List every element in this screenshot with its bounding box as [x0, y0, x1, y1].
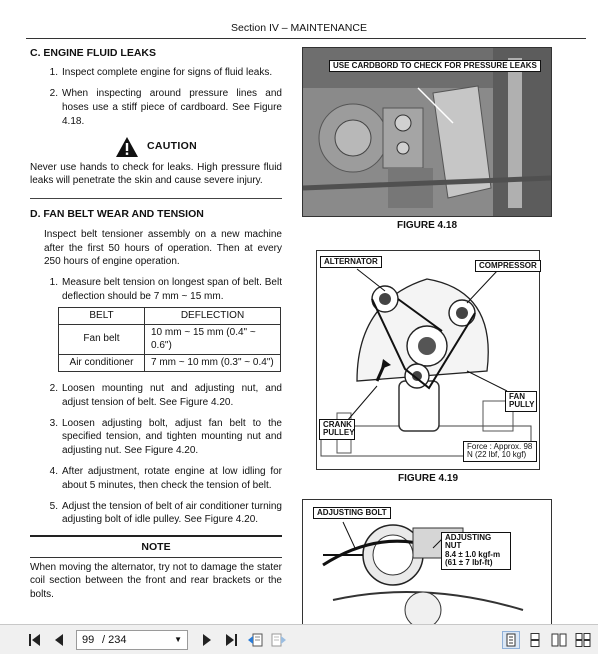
caution-label: CAUTION: [147, 140, 197, 153]
step-text: Loosen mounting nut and adjusting nut, and adjust tension of belt. See Figure 4.20.: [62, 382, 282, 408]
caution-text: Never use hands to check for leaks. High pressure fluid leaks will penetrate the skin and cause severe injury.: [30, 161, 282, 187]
table-cell: 10 mm ~ 15 mm (0.4" ~ 0.6"): [145, 324, 281, 355]
engine-photo: [303, 48, 551, 216]
facing-pages-icon: [551, 633, 567, 647]
warning-icon: [115, 136, 139, 158]
step-number: 4.: [49, 465, 58, 477]
step-text: Loosen adjusting bolt, adjust fan belt to the specified tension, and tighten mounting nut and adjusting nut. See Figure 4.20.: [62, 417, 282, 457]
left-column: [30, 46, 282, 602]
next-view-button[interactable]: [270, 631, 288, 649]
step-number: 3.: [49, 417, 58, 429]
step-text: Measure belt tension on longest span of belt. Belt deflection should be 7 mm ~ 15 mm.: [62, 277, 282, 302]
fan-pulley-label: FAN PULLY: [505, 391, 537, 412]
prev-page-button[interactable]: [50, 631, 68, 649]
next-view-icon: [271, 632, 287, 648]
list-item: [30, 66, 282, 80]
crank-pulley-label: CRANK PULLEY: [319, 419, 355, 440]
figure-4-19-caption: FIGURE 4.19: [397, 473, 459, 484]
continuous-view-button[interactable]: [526, 631, 544, 649]
cardboard-callout: USE CARDBORD TO CHECK FOR PRESSURE LEAKS: [329, 60, 541, 72]
list-item: [30, 276, 282, 304]
caution-banner: [30, 136, 282, 158]
single-page-icon: [504, 633, 518, 647]
force-label: Force : Approx. 98 N (22 lbf, 10 kgf): [463, 441, 537, 462]
step-number: 1.: [49, 277, 58, 289]
table-header: BELT: [59, 307, 145, 324]
next-page-button[interactable]: [198, 631, 216, 649]
note-divider: [30, 535, 282, 537]
step-text: Inspect complete engine for signs of fluid leaks.: [62, 67, 273, 79]
step-number: 2.: [49, 382, 58, 394]
previous-view-button[interactable]: [246, 631, 264, 649]
step-number: 2.: [49, 88, 58, 100]
last-page-icon: [224, 633, 238, 647]
nut-torque-spec: 8.4 ± 1.0 kgf-m: [445, 549, 501, 559]
figure-4-18-caption: FIGURE 4.18: [396, 220, 458, 231]
facing-view-button[interactable]: [550, 631, 568, 649]
section-c-heading: C. ENGINE FLUID LEAKS: [30, 47, 157, 59]
last-page-button[interactable]: [222, 631, 240, 649]
belt-deflection-table: [58, 307, 281, 372]
table-row: [59, 324, 281, 355]
note-box: [30, 535, 282, 602]
table-cell: 7 mm ~ 10 mm (0.3" ~ 0.4"): [145, 355, 281, 372]
adjusting-nut-title: ADJUSTING NUT: [445, 533, 492, 551]
step-number: 5.: [49, 500, 58, 512]
figure-4-20-diagram: [302, 499, 552, 624]
note-label: NOTE: [141, 541, 171, 554]
prev-page-icon: [52, 633, 66, 647]
continuous-facing-icon: [575, 633, 591, 647]
viewer-toolbar: [0, 624, 598, 654]
alternator-label: ALTERNATOR: [320, 256, 382, 268]
list-item: [30, 500, 282, 528]
chevron-down-icon: ▼: [174, 635, 182, 644]
first-page-icon: [28, 633, 42, 647]
figure-4-19-diagram: [316, 250, 540, 470]
total-pages: / 234: [102, 633, 127, 646]
page-number-input[interactable]: [76, 630, 188, 650]
list-item: [30, 87, 282, 128]
step-text: Adjust the tension of belt of air conditioner turning adjusting bolt of idle pulley. See Figure 4.20.: [62, 500, 282, 526]
next-page-icon: [200, 633, 214, 647]
single-page-view-button[interactable]: [502, 631, 520, 649]
note-divider: [30, 557, 282, 558]
continuous-page-icon: [528, 633, 542, 647]
section-d-intro: Inspect belt tensioner assembly on a new machine after the first 50 hours of operation. Then at every 250 hours of engine operation.: [44, 228, 282, 268]
table-header: DEFLECTION: [145, 307, 281, 324]
adjusting-bolt-label: ADJUSTING BOLT: [313, 507, 391, 519]
note-text: When moving the alternator, try not to damage the stater coil section between the front and rear brackets or the bolts.: [30, 561, 282, 601]
continuous-facing-view-button[interactable]: [574, 631, 592, 649]
nut-torque-spec-imperial: (61 ± 7 lbf-ft): [445, 558, 493, 568]
first-page-button[interactable]: [26, 631, 44, 649]
adjusting-nut-label: [441, 532, 511, 570]
table-row: [59, 355, 281, 372]
table-cell: Air conditioner: [59, 355, 145, 372]
table-cell: Fan belt: [59, 324, 145, 355]
step-text: When inspecting around pressure lines and hoses use a stiff piece of cardboard. See Figure 4.18.: [62, 88, 282, 127]
header-divider: [26, 38, 586, 39]
section-divider: [30, 198, 282, 199]
list-item: [30, 417, 282, 458]
section-d-heading: D. FAN BELT WEAR AND TENSION: [30, 208, 204, 221]
compressor-label: COMPRESSOR: [475, 260, 541, 272]
step-number: 1.: [49, 67, 58, 79]
section-title: Section IV – MAINTENANCE: [231, 22, 367, 34]
current-page: 99: [82, 633, 95, 646]
previous-view-icon: [247, 632, 263, 648]
list-item: [30, 382, 282, 410]
figure-4-18-photo: [302, 47, 552, 217]
table-header-row: [59, 307, 281, 324]
step-text: After adjustment, rotate engine at low idling for about 5 minutes, then check the tension of belt.: [62, 465, 282, 491]
list-item: [30, 465, 282, 493]
